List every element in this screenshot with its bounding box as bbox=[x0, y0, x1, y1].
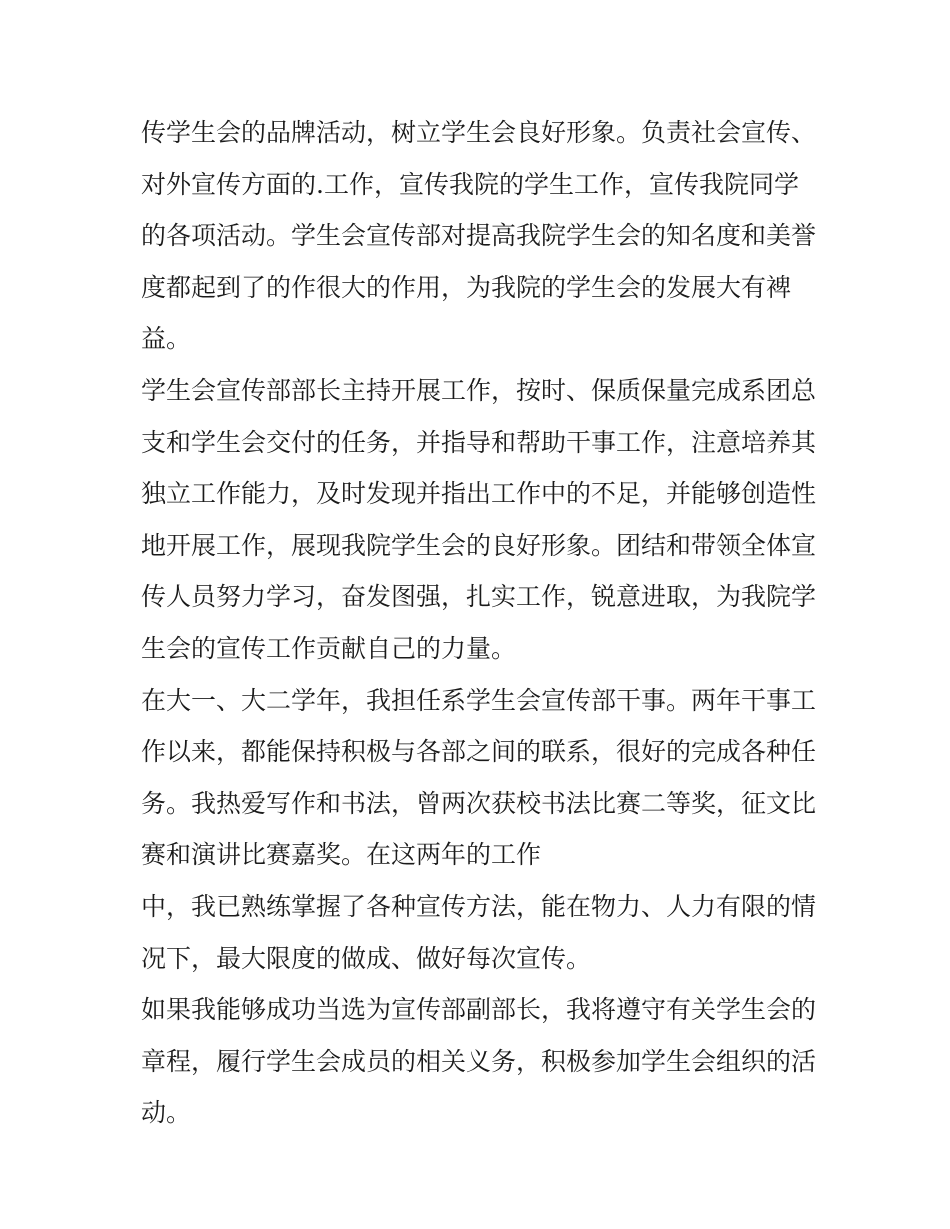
text-line: 在大一、大二学年，我担任系学生会宣传部干事。两年干事工 bbox=[141, 685, 817, 715]
text-line: 的各项活动。学生会宣传部对提高我院学生会的知名度和美誉 bbox=[141, 221, 817, 251]
paragraph-2 bbox=[141, 365, 831, 675]
paragraph-5 bbox=[141, 984, 831, 1139]
text-line: 传学生会的品牌活动，树立学生会良好形象。负责社会宣传、 bbox=[141, 118, 817, 147]
document-body bbox=[141, 107, 831, 1139]
text-line: 对外宣传方面的.工作，宣传我院的学生工作，宣传我院同学 bbox=[141, 169, 799, 199]
text-line: 学生会宣传部部长主持开展工作，按时、保质保量完成系团总 bbox=[141, 375, 817, 405]
text-line: 地开展工作，展现我院学生会的良好形象。团结和带领全体宣 bbox=[141, 530, 817, 560]
text-line: 益。 bbox=[141, 324, 192, 354]
text-line: 章程，履行学生会成员的相关义务，积极参加学生会组织的活 bbox=[141, 1046, 817, 1076]
paragraph-1 bbox=[141, 107, 831, 365]
text-line: 支和学生会交付的任务，并指导和帮助干事工作，注意培养其 bbox=[141, 427, 817, 457]
text-line: 传人员努力学习，奋发图强，扎实工作，锐意进取，为我院学 bbox=[141, 582, 817, 612]
text-line: 动。 bbox=[141, 1098, 192, 1128]
paragraph-3 bbox=[141, 675, 831, 881]
text-line: 度都起到了的作很大的作用，为我院的学生会的发展大有裨 bbox=[141, 272, 792, 302]
text-line: 赛和演讲比赛嘉奖。在这两年的工作 bbox=[141, 840, 542, 870]
text-line: 况下，最大限度的做成、做好每次宣传。 bbox=[141, 943, 592, 973]
text-line: 中，我已熟练掌握了各种宣传方法，能在物力、人力有限的情 bbox=[141, 891, 817, 921]
text-line: 作以来，都能保持积极与各部之间的联系，很好的完成各种任 bbox=[141, 737, 817, 767]
paragraph-4 bbox=[141, 881, 831, 984]
text-line: 生会的宣传工作贡献自己的力量。 bbox=[141, 633, 517, 663]
text-line: 独立工作能力，及时发现并指出工作中的不足，并能够创造性 bbox=[141, 479, 817, 509]
text-line: 如果我能够成功当选为宣传部副部长，我将遵守有关学生会的 bbox=[141, 995, 817, 1025]
text-line: 务。我热爱写作和书法，曾两次获校书法比赛二等奖，征文比 bbox=[141, 788, 817, 818]
